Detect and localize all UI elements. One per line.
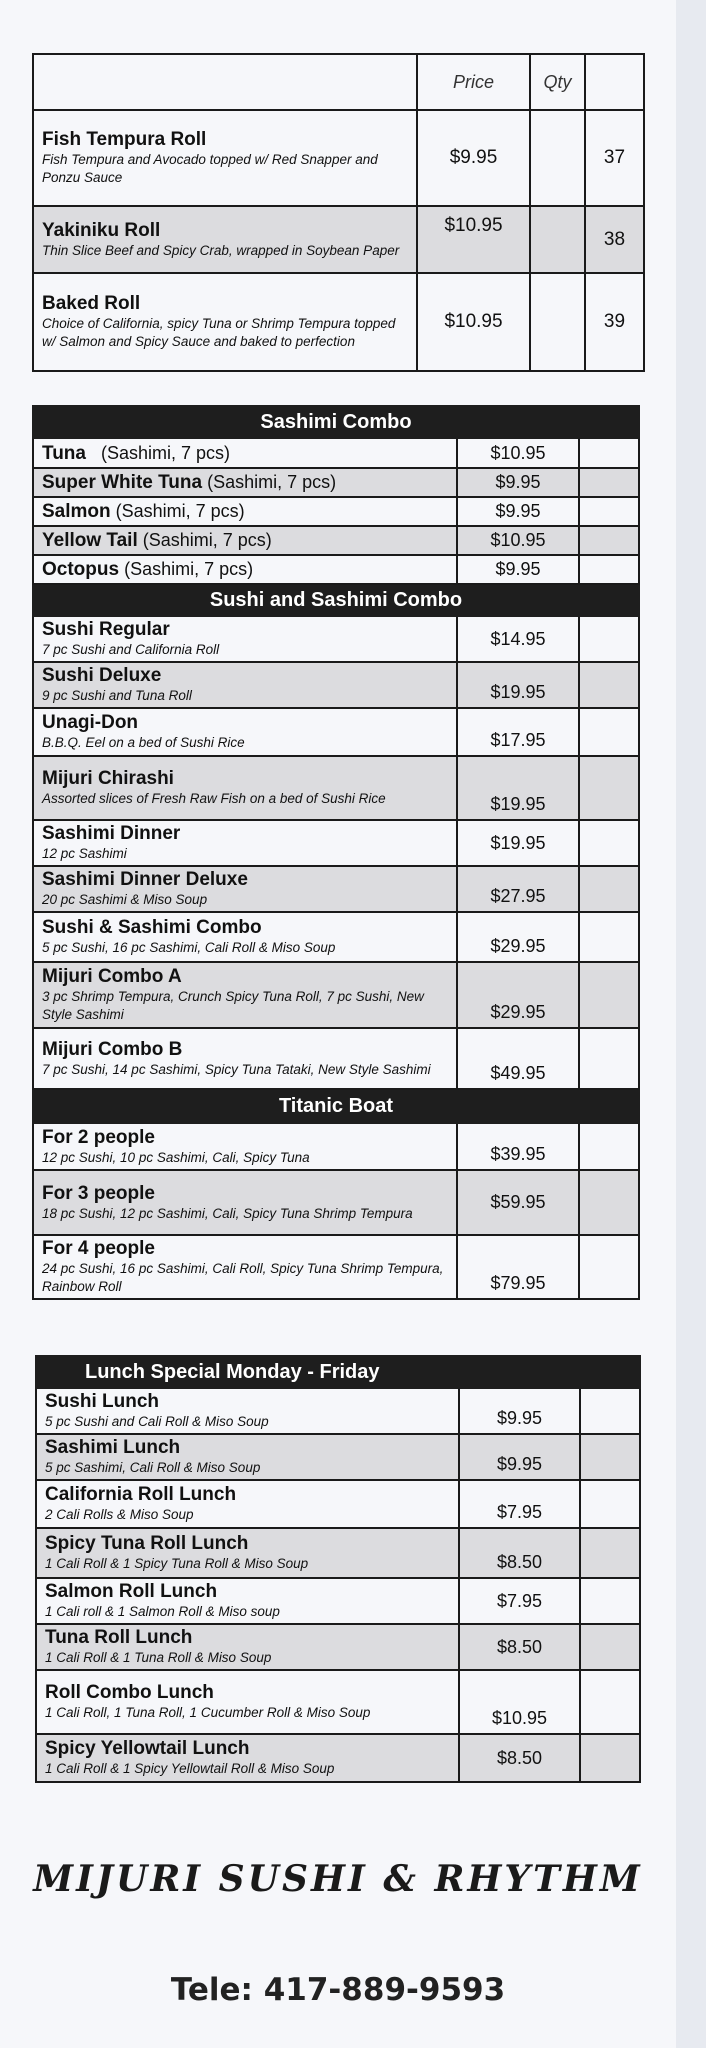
table-row [33, 1235, 639, 1299]
qty-cell[interactable] [579, 962, 639, 1028]
qty-cell[interactable] [579, 438, 639, 468]
table-row [36, 1734, 640, 1782]
table-row [33, 1170, 639, 1235]
item-number: 38 [585, 206, 644, 273]
item-price: $27.95 [457, 866, 579, 912]
item-name: California Roll Lunch [45, 1484, 237, 1505]
item-price: $9.95 [459, 1388, 580, 1434]
item-name: Yakiniku Roll [42, 219, 161, 241]
item-description: (Sashimi, 7 pcs) [101, 442, 231, 463]
lunch-table [35, 1355, 641, 1783]
item-name: Sushi Lunch [45, 1391, 159, 1412]
qty-cell[interactable] [579, 497, 639, 526]
item-name: Tuna Roll Lunch [45, 1627, 193, 1648]
item-description: Thin Slice Beef and Spicy Crab, wrapped in Soybean Paper [42, 242, 400, 258]
qty-cell[interactable] [579, 1235, 639, 1299]
qty-cell[interactable] [579, 866, 639, 912]
qty-cell[interactable] [530, 206, 585, 273]
item-name: Sushi Regular [42, 619, 170, 640]
qty-cell[interactable] [580, 1434, 640, 1480]
item-description: Choice of California, spicy Tuna or Shrimp Tempura topped w/ Salmon and Spicy Sauce and baked to perfection [42, 316, 396, 349]
table-row [36, 1434, 640, 1480]
table-row [36, 1670, 640, 1734]
qty-cell[interactable] [580, 1528, 640, 1578]
item-price: $10.95 [417, 206, 530, 273]
item-price: $9.95 [417, 110, 530, 206]
item-name: Sushi & Sashimi Combo [42, 917, 262, 938]
item-name: Salmon [42, 501, 111, 522]
qty-cell[interactable] [579, 526, 639, 555]
table-row [33, 555, 639, 584]
qty-cell[interactable] [530, 273, 585, 371]
table-row [36, 1528, 640, 1578]
item-description: 9 pc Sushi and Tuna Roll [42, 688, 192, 703]
item-name: For 2 people [42, 1126, 155, 1148]
section-header [33, 584, 639, 616]
qty-cell[interactable] [579, 555, 639, 584]
qty-cell[interactable] [579, 1123, 639, 1170]
qty-cell[interactable] [579, 912, 639, 962]
item-name: Mijuri Chirashi [42, 768, 174, 789]
section-header [36, 1356, 640, 1388]
item-price: $19.95 [457, 820, 579, 866]
item-description: 3 pc Shrimp Tempura, Crunch Spicy Tuna Roll, 7 pc Sushi, New Style Sashimi [42, 989, 424, 1022]
table-row [33, 1123, 639, 1170]
table-row [33, 468, 639, 497]
restaurant-name: MIJURI SUSHI & RHYTHM [33, 1858, 643, 1900]
qty-cell[interactable] [579, 468, 639, 497]
item-description: 5 pc Sushi and Cali Roll & Miso Soup [45, 1414, 269, 1429]
table-row [36, 1388, 640, 1434]
table-row [33, 110, 644, 206]
section-header [33, 1089, 639, 1123]
table-row [36, 1578, 640, 1624]
item-description: (Sashimi, 7 pcs) [207, 472, 337, 492]
item-name: Mijuri Combo A [42, 966, 182, 987]
item-price: $10.95 [457, 438, 579, 468]
item-description: 12 pc Sushi, 10 pc Sashimi, Cali, Spicy Tuna [42, 1149, 310, 1165]
item-price: $19.95 [457, 662, 579, 708]
item-price: $10.95 [459, 1670, 580, 1734]
page-edge [676, 0, 706, 2048]
qty-cell[interactable] [580, 1388, 640, 1434]
item-price: $17.95 [457, 708, 579, 756]
table-row [33, 526, 639, 555]
phone-number: Tele: 417-889-9593 [170, 1972, 506, 2008]
item-name: Sashimi Lunch [45, 1437, 181, 1458]
item-description: 1 Cali Roll & 1 Spicy Tuna Roll & Miso Soup [45, 1556, 309, 1571]
table-row [33, 866, 639, 912]
item-name: Unagi-Don [42, 712, 139, 733]
item-description: 12 pc Sashimi [42, 846, 127, 861]
item-number: 39 [585, 273, 644, 371]
item-name: Fish Tempura Roll [42, 129, 207, 150]
item-description: 18 pc Sushi, 12 pc Sashimi, Cali, Spicy Tuna Shrimp Tempura [42, 1205, 413, 1221]
table-row [33, 497, 639, 526]
table-row [33, 912, 639, 962]
item-name: Super White Tuna [42, 472, 203, 493]
item-description: 1 Cali Roll & 1 Tuna Roll & Miso Soup [45, 1650, 272, 1665]
table-row [36, 1480, 640, 1528]
item-price: $8.50 [459, 1528, 580, 1578]
item-description: (Sashimi, 7 pcs) [115, 501, 245, 521]
table-row [33, 820, 639, 866]
item-price: $19.95 [457, 756, 579, 820]
item-description: 5 pc Sashimi, Cali Roll & Miso Soup [45, 1460, 261, 1475]
qty-cell[interactable] [530, 110, 585, 206]
section-title: Titanic Boat [33, 1089, 639, 1123]
qty-cell[interactable] [580, 1624, 640, 1670]
item-name: For 3 people [42, 1182, 155, 1204]
qty-cell[interactable] [579, 616, 639, 662]
qty-cell[interactable] [579, 1028, 639, 1089]
item-description: 1 Cali Roll & 1 Spicy Yellowtail Roll & Miso Soup [45, 1761, 335, 1776]
section-title: Lunch Special Monday - Friday [36, 1356, 640, 1388]
item-description: 1 Cali Roll, 1 Tuna Roll, 1 Cucumber Roll & Miso Soup [45, 1705, 371, 1720]
item-price: $59.95 [457, 1170, 579, 1235]
item-name: Spicy Tuna Roll Lunch [45, 1533, 249, 1554]
rolls-header-row [33, 54, 644, 110]
item-price: $7.95 [459, 1578, 580, 1624]
item-name: Sashimi Dinner [42, 823, 181, 844]
qty-cell[interactable] [580, 1734, 640, 1782]
item-price: $10.95 [457, 526, 579, 555]
item-description: 1 Cali roll & 1 Salmon Roll & Miso soup [45, 1604, 280, 1619]
item-description: Assorted slices of Fresh Raw Fish on a bed of Sushi Rice [42, 791, 386, 806]
price-header: Price [417, 54, 530, 110]
qty-cell[interactable] [580, 1480, 640, 1528]
qty-header: Qty [530, 54, 585, 110]
table-row [33, 616, 639, 662]
item-price: $9.95 [459, 1434, 580, 1480]
table-row [33, 438, 639, 468]
table-row [33, 962, 639, 1028]
item-description: (Sashimi, 7 pcs) [124, 559, 254, 579]
item-price: $10.95 [417, 273, 530, 371]
item-description: 7 pc Sushi, 14 pc Sashimi, Spicy Tuna Tataki, New Style Sashimi [42, 1061, 431, 1077]
qty-cell[interactable] [580, 1578, 640, 1624]
table-row [33, 273, 644, 371]
section-header [33, 406, 639, 438]
item-name: Octopus [42, 559, 120, 580]
item-name: Baked Roll [42, 293, 141, 314]
item-name: Salmon Roll Lunch [45, 1581, 218, 1602]
qty-cell[interactable] [579, 662, 639, 708]
rolls-table [32, 53, 645, 372]
item-name: Yellow Tail [42, 530, 138, 551]
qty-cell[interactable] [579, 820, 639, 866]
table-row [33, 756, 639, 820]
item-name: For 4 people [42, 1238, 155, 1259]
item-description: B.B.Q. Eel on a bed of Sushi Rice [42, 735, 245, 750]
item-description: 2 Cali Rolls & Miso Soup [45, 1507, 194, 1522]
item-description: Fish Tempura and Avocado topped w/ Red Snapper and Ponzu Sauce [42, 152, 378, 185]
item-name: Spicy Yellowtail Lunch [45, 1738, 250, 1759]
item-description: 24 pc Sushi, 16 pc Sashimi, Cali Roll, Spicy Tuna Shrimp Tempura, Rainbow Roll [42, 1261, 444, 1294]
table-row [36, 1624, 640, 1670]
section-title: Sashimi Combo [33, 406, 639, 438]
item-name: Sushi Deluxe [42, 665, 162, 686]
item-name: Tuna [42, 442, 86, 464]
item-price: $7.95 [459, 1480, 580, 1528]
item-price: $9.95 [457, 555, 579, 584]
item-description: (Sashimi, 7 pcs) [142, 530, 272, 550]
item-name: Sashimi Dinner Deluxe [42, 869, 248, 890]
table-row [33, 662, 639, 708]
qty-cell[interactable] [580, 1670, 640, 1734]
item-number: 37 [585, 110, 644, 206]
table-row [33, 1028, 639, 1089]
item-price: $9.95 [457, 468, 579, 497]
item-name: Roll Combo Lunch [45, 1682, 214, 1703]
qty-cell[interactable] [579, 1170, 639, 1235]
item-price: $49.95 [457, 1028, 579, 1089]
combo-table [32, 405, 640, 1300]
table-row [33, 206, 644, 273]
item-description: 20 pc Sashimi & Miso Soup [42, 892, 208, 907]
section-title: Sushi and Sashimi Combo [33, 584, 639, 616]
item-price: $8.50 [459, 1624, 580, 1670]
item-price: $29.95 [457, 962, 579, 1028]
item-description: 7 pc Sushi and California Roll [42, 642, 220, 657]
qty-cell[interactable] [579, 708, 639, 756]
item-price: $9.95 [457, 497, 579, 526]
item-price: $8.50 [459, 1734, 580, 1782]
table-row [33, 708, 639, 756]
qty-cell[interactable] [579, 756, 639, 820]
item-name: Mijuri Combo B [42, 1038, 183, 1060]
item-price: $39.95 [457, 1123, 579, 1170]
item-price: $29.95 [457, 912, 579, 962]
item-price: $14.95 [457, 616, 579, 662]
item-price: $79.95 [457, 1235, 579, 1299]
item-description: 5 pc Sushi, 16 pc Sashimi, Cali Roll & Miso Soup [42, 940, 336, 955]
